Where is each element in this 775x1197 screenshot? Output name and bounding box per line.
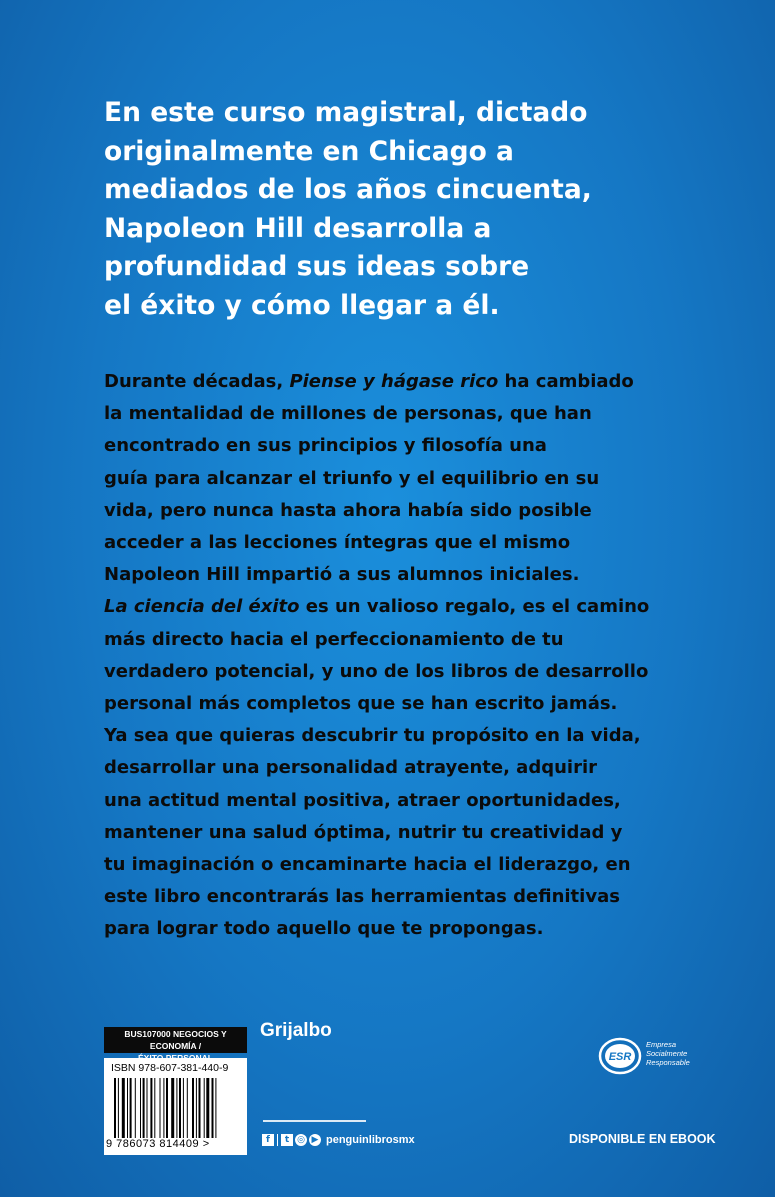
isbn-barcode-box	[104, 1058, 247, 1155]
lead-line: mediados de los años cincuenta,	[104, 174, 592, 205]
esr-logo-icon	[598, 1036, 646, 1076]
lead-line: En este curso magistral, dictado	[104, 97, 588, 128]
barcode	[114, 1078, 242, 1138]
barcode-bar	[114, 1078, 116, 1138]
body-paragraph	[104, 366, 744, 946]
body-line: acceder a las lecciones íntegras que el mismo	[104, 532, 571, 554]
bisac-line: BUS107000 NEGOCIOS Y ECONOMÍA /	[124, 1029, 227, 1051]
lead-line: Napoleon Hill desarrolla a	[104, 212, 492, 244]
esr-caption	[646, 1040, 690, 1067]
body-text: es un valioso regalo, es el camino	[299, 596, 650, 618]
body-line: tu imaginación o encaminarte hacia el liderazgo, en	[104, 854, 631, 876]
divider	[277, 1134, 278, 1146]
bisac-category-label	[104, 1027, 247, 1053]
publisher-logo: Grijalbo	[260, 1020, 332, 1041]
esr-line: Responsable	[646, 1058, 690, 1067]
website-url[interactable]	[263, 1120, 366, 1122]
esr-badge-text: ESR	[608, 1051, 632, 1063]
barcode-bar	[135, 1078, 136, 1138]
social-handle[interactable]: penguinlibrosmx	[326, 1134, 415, 1146]
body-line: Napoleon Hill impartió a sus alumnos iniciales.	[104, 564, 580, 586]
youtube-icon[interactable]: ▶	[309, 1134, 321, 1146]
lead-paragraph	[104, 94, 744, 325]
barcode-bar	[196, 1078, 197, 1138]
body-line: para lograr todo aquello que te propongas.	[104, 918, 544, 940]
barcode-bar	[122, 1078, 125, 1138]
barcode-bar	[192, 1078, 194, 1138]
lead-line: el éxito y cómo llegar a él.	[104, 289, 500, 321]
body-line: este libro encontrarás las herramientas definitivas	[104, 886, 620, 908]
esr-line: Socialmente	[646, 1049, 688, 1058]
lead-line: profundidad sus ideas sobre	[104, 251, 530, 282]
barcode-digits: 9 786073 814409 >	[106, 1138, 210, 1150]
barcode-bar	[187, 1078, 188, 1138]
lead-line: originalmente en Chicago a	[104, 135, 514, 167]
barcode-bar	[212, 1078, 214, 1138]
body-line: Ya sea que quieras descubrir tu propósito en la vida,	[104, 725, 641, 747]
body-line: más directo hacia el perfeccionamiento de tu	[104, 628, 564, 650]
barcode-bar	[215, 1078, 216, 1138]
barcode-bar	[140, 1078, 141, 1138]
body-line: vida, pero nunca hasta ahora había sido posible	[104, 499, 592, 521]
body-line	[104, 366, 744, 398]
body-line: guía para alcanzar el triunfo y el equilibrio en su	[104, 467, 600, 489]
body-line: encontrado en sus principios y filosofía una	[104, 435, 547, 457]
barcode-bar	[166, 1078, 168, 1138]
barcode-bar	[179, 1078, 181, 1138]
barcode-bar	[130, 1078, 132, 1138]
barcode-bar	[176, 1078, 177, 1138]
ebook-availability: DISPONIBLE EN EBOOK	[569, 1132, 716, 1146]
barcode-bar	[154, 1078, 155, 1138]
barcode-bar	[199, 1078, 201, 1138]
body-line: la mentalidad de millones de personas, que han	[104, 403, 592, 425]
barcode-bar	[163, 1078, 164, 1138]
instagram-icon[interactable]: ◎	[295, 1134, 307, 1146]
body-line: personal más completos que se han escrito jamás.	[104, 693, 618, 715]
barcode-bar	[143, 1078, 145, 1138]
barcode-bar	[204, 1078, 205, 1138]
barcode-bar	[127, 1078, 128, 1138]
body-line	[104, 591, 744, 623]
body-line: verdadero potencial, y uno de los libros de desarrollo	[104, 660, 649, 682]
barcode-bar	[206, 1078, 209, 1138]
body-text: Durante décadas,	[104, 371, 290, 392]
social-links	[262, 1133, 415, 1147]
facebook-icon[interactable]: f	[262, 1134, 274, 1146]
barcode-bar	[160, 1078, 161, 1138]
esr-line: Empresa	[646, 1040, 677, 1049]
barcode-bar	[147, 1078, 148, 1138]
book-title-italic: Piense y hágase rico	[289, 371, 499, 392]
body-line: desarrollar una personalidad atrayente, adquirir	[104, 757, 597, 779]
barcode-bar	[183, 1078, 184, 1138]
book-title-italic: La ciencia del éxito	[104, 596, 300, 618]
barcode-bar	[118, 1078, 119, 1138]
esr-badge	[598, 1036, 708, 1076]
twitter-icon[interactable]: t	[281, 1134, 293, 1146]
body-line: una actitud mental positiva, atraer oportunidades,	[104, 789, 621, 811]
barcode-bar	[171, 1078, 174, 1138]
barcode-bar	[150, 1078, 152, 1138]
isbn-label: ISBN 978-607-381-440-9	[111, 1062, 229, 1074]
body-line: mantener una salud óptima, nutrir tu creatividad y	[104, 821, 623, 843]
body-text: ha cambiado	[498, 371, 634, 392]
